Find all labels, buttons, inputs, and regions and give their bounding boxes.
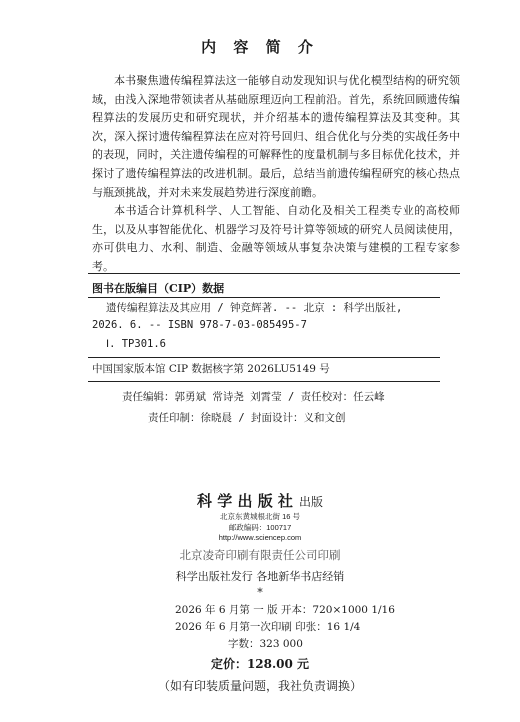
cip-line: 遗传编程算法及其应用 / 钟竞辉著. -- 北京 : 科学出版社, xyxy=(106,302,403,314)
divider xyxy=(88,273,460,274)
cip-block xyxy=(92,300,472,353)
publisher-website: http://www.sciencep.com xyxy=(218,533,302,542)
publisher-suffix: 出版 xyxy=(298,495,323,509)
intro-paragraph: 本书聚焦遗传编程算法这一能够自动发现知识与优化模型结构的研究领域，由浅入深地带领读者从基础原理迈向工程前沿。首先，系统回顾遗传编程算法的发展历史和研究现状，并介绍基本的遗传编程算法及其变种。其次，深入探讨遗传编程算法在应对符号回归、组合优化与分类的实战任务中的表现，同时，关注遗传编程的可解释性的度量机制与多目标优化技术，并探讨了遗传编程算法的改进机制。最后，总结当前遗传编程研究的核心热点与瓶颈挑战，并对未来发展趋势进行深度前瞻。 xyxy=(92,74,460,199)
quality-notice: （如有印装质量问题，我社负责调换） xyxy=(157,679,362,693)
intro-text xyxy=(92,72,460,277)
imprint-edition: 2026 年 6 月第 一 版 开本：720×1000 1/16 xyxy=(175,604,395,616)
editor-credits: 责任编辑：郭勇斌 常诗尧 刘霄莹 / 责任校对：任云峰 xyxy=(122,391,385,403)
divider xyxy=(88,381,440,382)
intro-paragraph: 本书适合计算机科学、人工智能、自动化及相关工程类专业的高校师生，以及从事智能优化、机器学习及符号计算等领域的研究人员阅读使用，亦可供电力、水利、制造、金融等领域从事复杂决策与建模的工程专家参考。 xyxy=(92,204,460,273)
publisher-postcode: 邮政编码：100717 xyxy=(228,523,292,532)
publisher-name: 科 学 出 版 社 xyxy=(197,492,293,510)
publisher-address: 北京东黄城根北街 16 号 xyxy=(219,512,300,521)
cip-line: Ⅰ. TP301.6 xyxy=(106,338,166,350)
cip-line: 2026. 6. -- ISBN 978-7-03-085495-7 xyxy=(92,319,307,331)
imprint-wordcount: 字数：323 000 xyxy=(228,638,303,650)
cip-number: 中国国家版本馆 CIP 数据核字第 2026LU5149 号 xyxy=(92,363,330,375)
printer-line: 北京凌奇印刷有限责任公司印刷 xyxy=(179,548,341,562)
cip-title: 图书在版编目（CIP）数据 xyxy=(92,282,225,295)
publisher-logo xyxy=(0,490,520,511)
divider xyxy=(88,297,440,298)
distribution-line: 科学出版社发行 各地新华书店经销 xyxy=(175,570,345,583)
divider xyxy=(88,357,440,358)
separator-star: * xyxy=(257,586,263,599)
print-credits: 责任印制：徐晓晨 / 封面设计：义和文创 xyxy=(148,412,346,424)
page-title: 内 容 简 介 xyxy=(201,38,319,56)
imprint-printing: 2026 年 6 月第一次印刷 印张：16 1/4 xyxy=(175,621,361,633)
price: 定价：128.00 元 xyxy=(210,657,310,671)
